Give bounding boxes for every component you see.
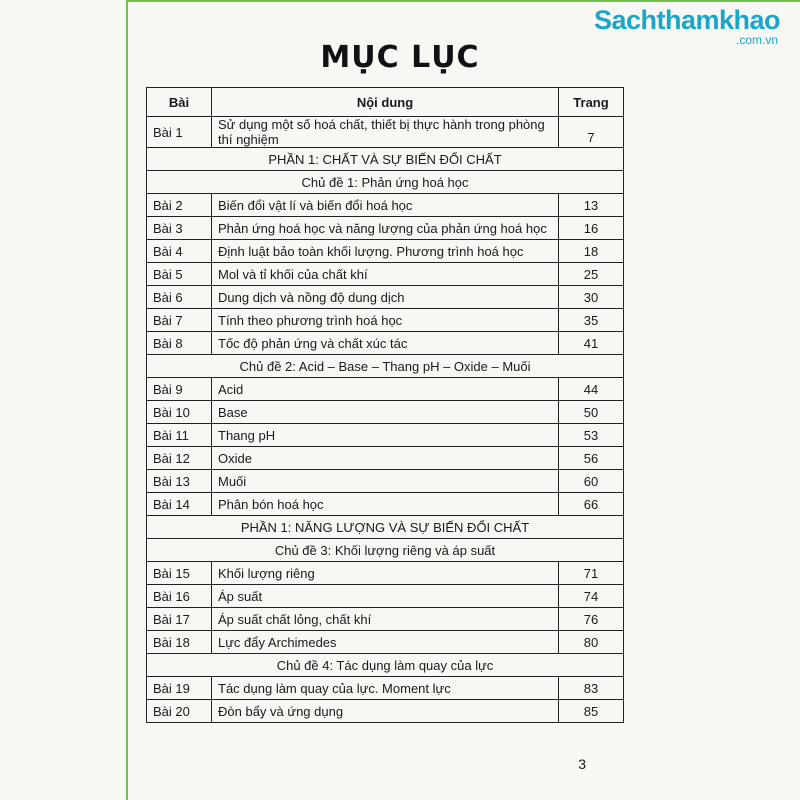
topic-row xyxy=(147,171,624,194)
table-row xyxy=(147,631,624,654)
page-cell: 71 xyxy=(559,562,624,585)
table-row xyxy=(147,562,624,585)
page-cell: 13 xyxy=(559,194,624,217)
content-cell: Tác dụng làm quay của lực. Moment lực xyxy=(212,677,559,700)
content-cell: Khối lượng riêng xyxy=(212,562,559,585)
lesson-cell: Bài 5 xyxy=(147,263,212,286)
topic-row xyxy=(147,539,624,562)
lesson-cell: Bài 11 xyxy=(147,424,212,447)
lesson-cell: Bài 3 xyxy=(147,217,212,240)
lesson-cell: Bài 15 xyxy=(147,562,212,585)
page-border-top xyxy=(126,0,800,2)
lesson-cell: Bài 2 xyxy=(147,194,212,217)
lesson-cell: Bài 16 xyxy=(147,585,212,608)
table-row xyxy=(147,217,624,240)
table-row xyxy=(147,447,624,470)
lesson-cell: Bài 14 xyxy=(147,493,212,516)
lesson-cell: Bài 7 xyxy=(147,309,212,332)
header-content: Nội dung xyxy=(212,88,559,117)
table-row xyxy=(147,424,624,447)
table-row xyxy=(147,286,624,309)
table-row xyxy=(147,378,624,401)
lesson-cell: Bài 13 xyxy=(147,470,212,493)
lesson-cell: Bài 18 xyxy=(147,631,212,654)
lesson-cell: Bài 1 xyxy=(147,117,212,148)
page-cell: 83 xyxy=(559,677,624,700)
table-header-row xyxy=(147,88,624,117)
table-row xyxy=(147,585,624,608)
content-cell: Muối xyxy=(212,470,559,493)
content-cell: Oxide xyxy=(212,447,559,470)
content-cell: Phân bón hoá học xyxy=(212,493,559,516)
table-row xyxy=(147,240,624,263)
table-row xyxy=(147,194,624,217)
table-body xyxy=(147,117,624,723)
lesson-cell: Bài 8 xyxy=(147,332,212,355)
page-cell: 60 xyxy=(559,470,624,493)
topic-title: Chủ đề 1: Phản ứng hoá học xyxy=(147,171,624,194)
page-cell: 18 xyxy=(559,240,624,263)
page-cell: 53 xyxy=(559,424,624,447)
page-cell: 56 xyxy=(559,447,624,470)
header-lesson: Bài xyxy=(147,88,212,117)
table-row xyxy=(147,117,624,148)
page-title: MỤC LỤC xyxy=(320,40,480,75)
content-cell: Áp suất xyxy=(212,585,559,608)
page-cell: 16 xyxy=(559,217,624,240)
lesson-cell: Bài 6 xyxy=(147,286,212,309)
content-cell: Thang pH xyxy=(212,424,559,447)
content-cell: Phản ứng hoá học và năng lượng của phản ứng hoá học xyxy=(212,217,559,240)
content-cell: Dung dịch và nồng độ dung dịch xyxy=(212,286,559,309)
logo-sub-text: .com.vn xyxy=(735,33,778,47)
content-cell: Acid xyxy=(212,378,559,401)
content-cell: Đòn bẩy và ứng dụng xyxy=(212,700,559,723)
table-row xyxy=(147,608,624,631)
topic-title: Chủ đề 4: Tác dụng làm quay của lực xyxy=(147,654,624,677)
logo-main-text: Sachthamkhao xyxy=(593,5,780,35)
page-cell: 66 xyxy=(559,493,624,516)
table-row xyxy=(147,700,624,723)
content-cell: Tốc độ phản ứng và chất xúc tác xyxy=(212,332,559,355)
topic-title: Chủ đề 3: Khối lượng riêng và áp suất xyxy=(147,539,624,562)
page-border-left xyxy=(126,0,128,800)
table-row xyxy=(147,309,624,332)
page-cell: 7 xyxy=(559,117,624,148)
page-cell: 80 xyxy=(559,631,624,654)
page-cell: 44 xyxy=(559,378,624,401)
table-row xyxy=(147,677,624,700)
page-cell: 41 xyxy=(559,332,624,355)
content-cell: Lực đẩy Archimedes xyxy=(212,631,559,654)
lesson-cell: Bài 12 xyxy=(147,447,212,470)
page-cell: 25 xyxy=(559,263,624,286)
topic-row xyxy=(147,654,624,677)
content-cell: Sử dụng một số hoá chất, thiết bị thực hành trong phòng thí nghiệm xyxy=(212,117,559,148)
table-row xyxy=(147,263,624,286)
lesson-cell: Bài 20 xyxy=(147,700,212,723)
lesson-cell: Bài 4 xyxy=(147,240,212,263)
table-row xyxy=(147,401,624,424)
table-row xyxy=(147,493,624,516)
table-row xyxy=(147,470,624,493)
lesson-cell: Bài 9 xyxy=(147,378,212,401)
topic-row xyxy=(147,355,624,378)
page-cell: 50 xyxy=(559,401,624,424)
topic-title: Chủ đề 2: Acid – Base – Thang pH – Oxide – Muối xyxy=(147,355,624,378)
lesson-cell: Bài 19 xyxy=(147,677,212,700)
page-cell: 85 xyxy=(559,700,624,723)
content-cell: Tính theo phương trình hoá học xyxy=(212,309,559,332)
page-cell: 30 xyxy=(559,286,624,309)
section-title: PHẦN 1: CHẤT VÀ SỰ BIẾN ĐỔI CHẤT xyxy=(147,148,624,171)
page-cell: 76 xyxy=(559,608,624,631)
lesson-cell: Bài 17 xyxy=(147,608,212,631)
section-row xyxy=(147,516,624,539)
content-cell: Biến đổi vật lí và biến đổi hoá học xyxy=(212,194,559,217)
lesson-cell: Bài 10 xyxy=(147,401,212,424)
table-of-contents xyxy=(146,87,624,723)
header-page: Trang xyxy=(559,88,624,117)
page-cell: 35 xyxy=(559,309,624,332)
section-title: PHẦN 1: NĂNG LƯỢNG VÀ SỰ BIẾN ĐỔI CHẤT xyxy=(147,516,624,539)
content-cell: Mol và tỉ khối của chất khí xyxy=(212,263,559,286)
content-cell: Áp suất chất lỏng, chất khí xyxy=(212,608,559,631)
page-cell: 74 xyxy=(559,585,624,608)
content-cell: Định luật bảo toàn khối lượng. Phương trình hoá học xyxy=(212,240,559,263)
content-cell: Base xyxy=(212,401,559,424)
section-row xyxy=(147,148,624,171)
table-row xyxy=(147,332,624,355)
page-number: 3 xyxy=(578,756,586,772)
